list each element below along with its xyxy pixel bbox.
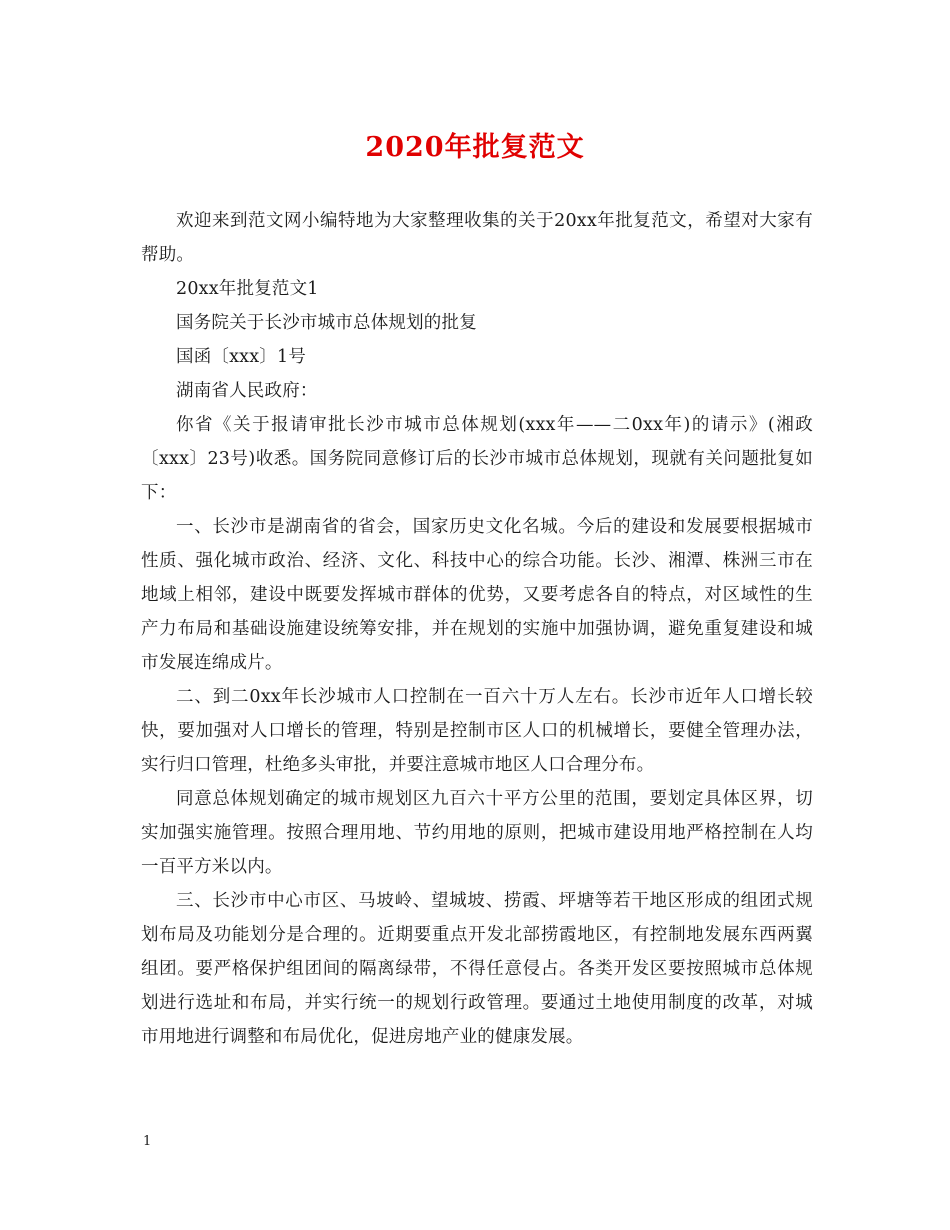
paragraph-section-heading: 20xx年批复范文1	[176, 279, 319, 299]
paragraph-intro: 欢迎来到范文网小编特地为大家整理收集的关于20xx年批复范文，希望对大家有帮助。	[141, 211, 813, 265]
page-number: 1	[143, 1134, 152, 1149]
document-title: 2020年批复范文	[365, 132, 585, 163]
paragraph-doc-number: 国函〔xxx〕1号	[176, 347, 307, 367]
paragraph-body-2: 一、长沙市是湖南省的省会，国家历史文化名城。今后的建设和发展要根据城市性质、强化城市政治、经济、文化、科技中心的综合功能。长沙、湘潭、株洲三市在地域上相邻，建设中既要发挥城市群体的优势，又要考虑各自的特点，对区域性的生产力布局和基础设施建设统筹安排，并在规划的实施中加强协调，避免重复建设和城市发展连绵成片。	[141, 517, 813, 673]
paragraph-body-3: 二、到二0xx年长沙城市人口控制在一百六十万人左右。长沙市近年人口增长较快，要加强对人口增长的管理，特别是控制市区人口的机械增长，要健全管理办法，实行归口管理，杜绝多头审批，并要注意城市地区人口合理分布。	[141, 687, 813, 775]
paragraph-doc-title: 国务院关于长沙市城市总体规划的批复	[176, 313, 477, 333]
paragraph-body-4: 同意总体规划确定的城市规划区九百六十平方公里的范围，要划定具体区界，切实加强实施管理。按照合理用地、节约用地的原则，把城市建设用地严格控制在人均一百平方米以内。	[141, 789, 813, 877]
paragraph-body-5: 三、长沙市中心市区、马坡岭、望城坡、捞霞、坪塘等若干地区形成的组团式规划布局及功能划分是合理的。近期要重点开发北部捞霞地区，有控制地发展东西两翼组团。要严格保护组团间的隔离绿带，不得任意侵占。各类开发区要按照城市总体规划进行选址和布局，并实行统一的规划行政管理。要通过土地使用制度的改革，对城市用地进行调整和布局优化，促进房地产业的健康发展。	[141, 891, 813, 1047]
paragraph-body-1: 你省《关于报请审批长沙市城市总体规划(xxx年——二0xx年)的请示》(湘政〔xxx〕23号)收悉。国务院同意修订后的长沙市城市总体规划，现就有关问题批复如下：	[141, 415, 813, 503]
document-body	[141, 204, 813, 1054]
paragraph-addressee: 湖南省人民政府：	[176, 381, 318, 401]
